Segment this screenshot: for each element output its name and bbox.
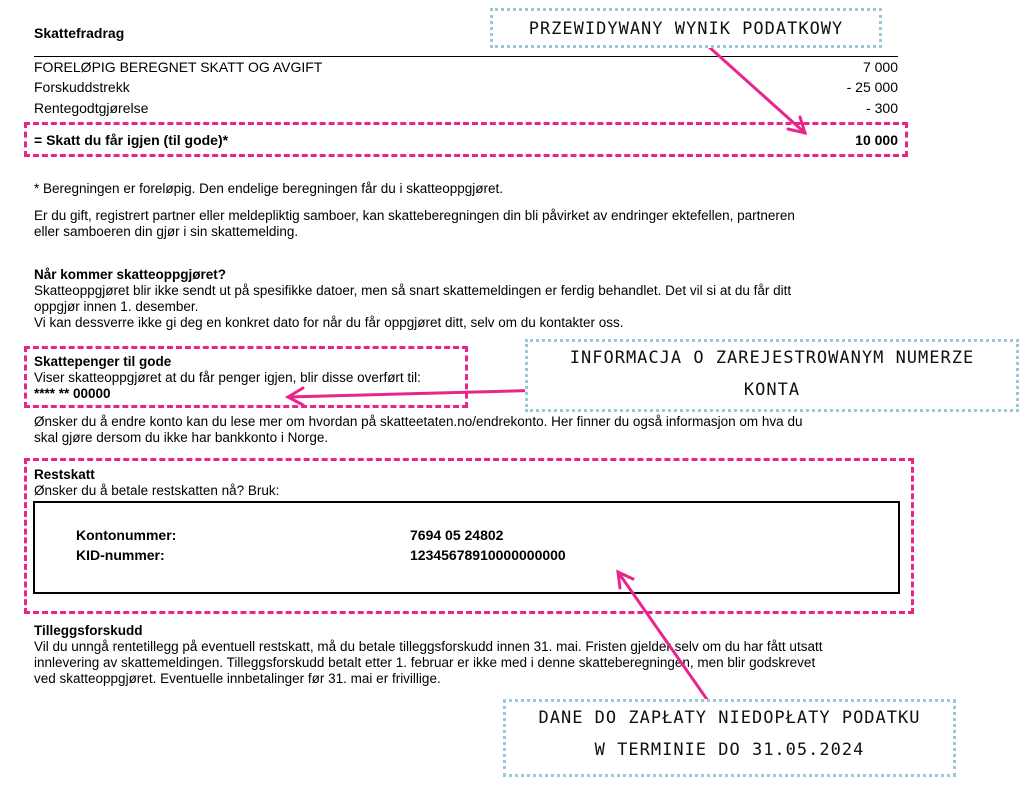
oppgjor-heading: Når kommer skatteoppgjøret?: [34, 267, 227, 282]
annotation-account-info: [525, 339, 1019, 412]
annotation-forecast-result: [490, 8, 882, 48]
row-value: - 300: [866, 100, 898, 116]
arrow-to-payment: [618, 572, 713, 708]
row-value: - 25 000: [846, 79, 898, 95]
note-text: PRZEWIDYWANY WYNIK PODATKOWY: [528, 19, 844, 39]
row-label: Forskuddstrekk: [34, 79, 130, 95]
row-label: FORELØPIG BEREGNET SKATT OG AVGIFT: [34, 59, 323, 75]
table-heading: Skattefradrag: [34, 25, 125, 41]
oppgjor-line: oppgjør innen 1. desember.: [34, 299, 199, 314]
note-text: DANE DO ZAPŁATY NIEDOPŁATY PODATKU: [538, 708, 921, 728]
kontonummer-value: 7694 05 24802: [410, 527, 504, 543]
row-value: 7 000: [862, 59, 898, 75]
partner-note-line: eller samboeren din gjør i sin skattemelding.: [34, 224, 299, 239]
kontonummer-label: Kontonummer:: [76, 527, 177, 543]
til-gode-line: Viser skatteoppgjøret at du får penger igjen, blir disse overført til:: [34, 370, 421, 385]
annotation-payment-info: [503, 699, 956, 777]
til-gode-heading: Skattepenger til gode: [34, 354, 172, 369]
tilleggsforskudd-line: innlevering av skattemeldingen. Tilleggsforskudd betalt etter 1. februar er ikke med i denne skatteberegningen, men blir godskrevet: [34, 655, 816, 670]
kid-value: 12345678910000000000: [410, 547, 566, 563]
arrow-to-payment-head: [618, 572, 633, 588]
restskatt-line: Ønsker du å betale restskatten nå? Bruk:: [34, 483, 280, 498]
endre-konto-line: skal gjøre dersom du ikke har bankkonto i Norge.: [34, 430, 329, 445]
note-text: W TERMINIE DO 31.05.2024: [594, 740, 865, 760]
arrow-to-account: [288, 390, 550, 397]
note-text: KONTA: [743, 380, 801, 400]
oppgjor-line: Vi kan dessverre ikke gi deg en konkret dato for når du får oppgjøret ditt, selv om du kontakter oss.: [34, 315, 624, 330]
tilleggsforskudd-line: ved skatteoppgjøret. Eventuelle innbetalinger før 31. mai er frivillige.: [34, 671, 441, 686]
kid-label: KID-nummer:: [76, 547, 165, 563]
total-value: 10 000: [855, 132, 898, 148]
arrow-to-total: [708, 46, 805, 133]
total-label: = Skatt du får igjen (til gode)*: [34, 132, 229, 148]
oppgjor-line: Skatteoppgjøret blir ikke sendt ut på spesifikke datoer, men så snart skattemeldingen er ferdig behandlet. Det vil si at du får ditt: [34, 283, 792, 298]
partner-note-line: Er du gift, registrert partner eller meldepliktig samboer, kan skatteberegningen din bli påvirket av endringer ektefellen, partneren: [34, 208, 795, 223]
endre-konto-line: Ønsker du å endre konto kan du lese mer om hvordan på skatteetaten.no/endrekonto. Her finner du også informasjon om hva du: [34, 414, 803, 429]
account-number: **** ** 00000: [34, 386, 111, 401]
tilleggsforskudd-heading: Tilleggsforskudd: [34, 623, 143, 638]
restskatt-heading: Restskatt: [34, 467, 95, 482]
footnote: * Beregningen er foreløpig. Den endelige beregningen får du i skatteoppgjøret.: [34, 181, 504, 196]
row-label: Rentegodtgjørelse: [34, 100, 149, 116]
tilleggsforskudd-line: Vil du unngå rentetillegg på eventuell restskatt, må du betale tilleggsforskudd innen 31. mai. Fristen gjelder selv om du har fått utsatt: [34, 639, 823, 654]
note-text: INFORMACJA O ZAREJESTROWANYM NUMERZE: [569, 348, 975, 368]
